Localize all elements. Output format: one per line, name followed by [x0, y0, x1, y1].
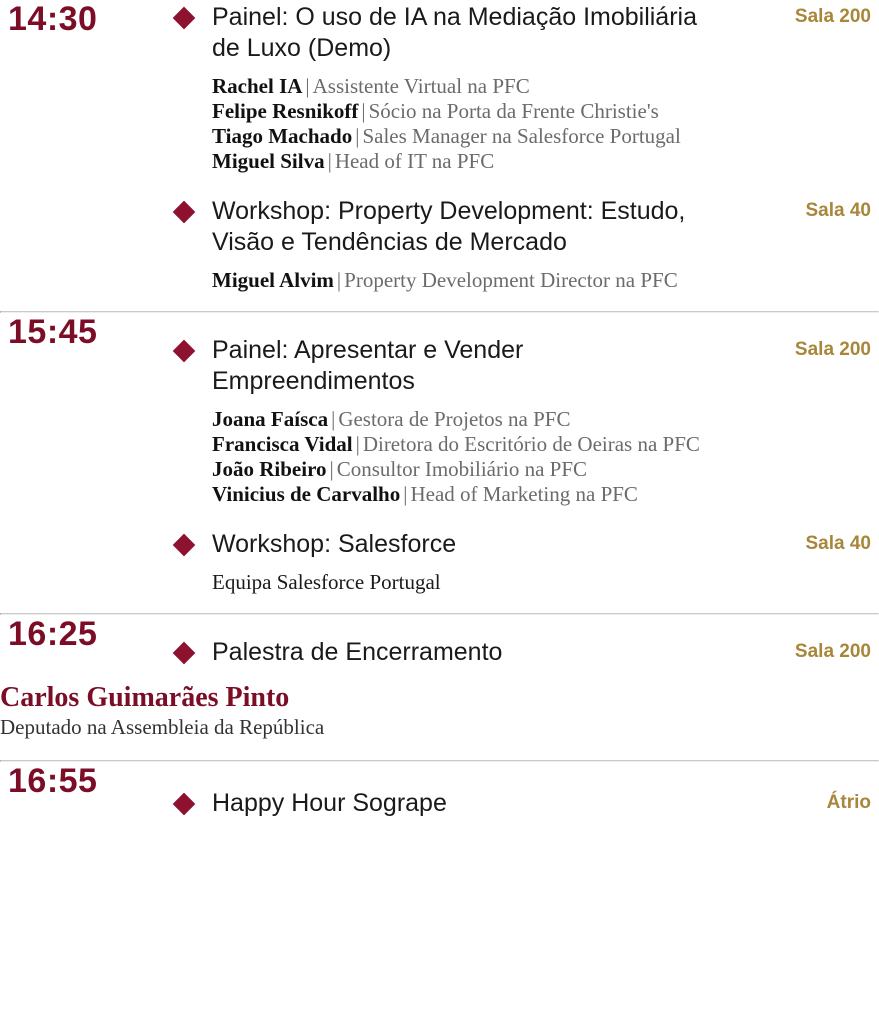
slot-sessions	[168, 637, 871, 668]
session-title: Painel: Apresentar e Vender Empreendimentos	[212, 336, 524, 395]
slot-sessions	[168, 788, 871, 819]
speaker-list	[212, 268, 871, 293]
session-title: Painel: O uso de IA na Mediação Imobiliária de Luxo (Demo)	[212, 3, 697, 62]
session-header	[212, 529, 871, 560]
diamond-bullet-icon	[173, 534, 196, 557]
session-room: Átrio	[826, 792, 871, 813]
speaker-name: Rachel IA	[212, 74, 303, 98]
speaker-separator: |	[331, 407, 336, 431]
session-item[interactable]	[168, 2, 871, 174]
session-title: Happy Hour Sogrape	[212, 789, 447, 817]
session-title: Workshop: Salesforce	[212, 530, 457, 558]
slot-sessions	[168, 335, 871, 595]
keynote-name: Carlos Guimarães Pinto	[0, 682, 290, 713]
slot-time: 16:25	[8, 615, 98, 653]
speaker-separator: |	[329, 457, 334, 481]
speaker-role: Gestora de Projetos na PFC	[338, 407, 571, 431]
speaker-separator: |	[305, 74, 310, 98]
speaker-name: Francisca Vidal	[212, 432, 353, 456]
session-room: Sala 40	[805, 200, 871, 221]
speaker-separator: |	[355, 124, 360, 148]
diamond-bullet-icon	[173, 340, 196, 363]
diamond-bullet-icon	[173, 793, 196, 816]
speaker-separator: |	[355, 432, 360, 456]
speaker-name: Vinicius de Carvalho	[212, 482, 401, 506]
speaker-role: Property Development Director na PFC	[344, 268, 678, 292]
speaker-item	[212, 99, 871, 124]
session-item[interactable]	[168, 335, 871, 507]
session-header	[212, 2, 871, 64]
session-item[interactable]	[168, 788, 871, 819]
session-header	[212, 637, 871, 668]
speaker-separator: |	[361, 99, 366, 123]
speaker-role: Sócio na Porta da Frente Christie's	[368, 99, 659, 123]
session-room: Sala 200	[794, 641, 871, 662]
speaker-item	[212, 124, 871, 149]
session-header	[212, 335, 871, 397]
speaker-separator: |	[327, 149, 332, 173]
speaker-role: Sales Manager na Salesforce Portugal	[362, 124, 681, 148]
schedule-slot	[0, 313, 879, 613]
keynote-role: Deputado na Assembleia da República	[0, 715, 325, 739]
speaker-role: Consultor Imobiliário na PFC	[336, 457, 588, 481]
speaker-name: João Ribeiro	[212, 457, 327, 481]
session-item[interactable]	[168, 637, 871, 668]
session-room: Sala 40	[805, 533, 871, 554]
session-title: Workshop: Property Development: Estudo, Visão e Tendências de Mercado	[212, 197, 686, 256]
diamond-bullet-icon	[173, 7, 196, 30]
speaker-role: Head of IT na PFC	[334, 149, 495, 173]
speaker-item	[212, 432, 871, 457]
speaker-list: Equipa Salesforce Portugal	[212, 570, 441, 594]
speaker-name: Miguel Silva	[212, 149, 325, 173]
schedule-slot	[0, 615, 879, 760]
schedule-slot	[0, 0, 879, 311]
session-room: Sala 200	[794, 6, 871, 27]
session-title: Palestra de Encerramento	[212, 638, 503, 666]
speaker-role: Head of Marketing na PFC	[410, 482, 638, 506]
session-item[interactable]	[168, 196, 871, 293]
slot-time: 14:30	[8, 0, 98, 38]
diamond-bullet-icon	[173, 642, 196, 665]
speaker-name: Joana Faísca	[212, 407, 329, 431]
speaker-separator: |	[403, 482, 408, 506]
session-item[interactable]	[168, 529, 871, 595]
session-room: Sala 200	[794, 339, 871, 360]
speaker-name: Miguel Alvim	[212, 268, 334, 292]
schedule-slot	[0, 762, 879, 829]
session-header	[212, 788, 871, 819]
diamond-bullet-icon	[173, 201, 196, 224]
speaker-list	[212, 407, 871, 507]
speaker-item	[212, 149, 871, 174]
slot-time: 16:55	[8, 762, 98, 800]
speaker-list	[212, 74, 871, 174]
speaker-item	[212, 457, 871, 482]
slot-sessions	[168, 2, 871, 293]
speaker-item	[212, 482, 871, 507]
speaker-item	[212, 407, 871, 432]
speaker-name: Felipe Resnikoff	[212, 99, 359, 123]
speaker-name: Tiago Machado	[212, 124, 353, 148]
session-header	[212, 196, 871, 258]
speaker-role: Assistente Virtual na PFC	[312, 74, 530, 98]
keynote-speaker	[0, 682, 871, 740]
speaker-item	[212, 268, 871, 293]
speaker-item	[212, 74, 871, 99]
slot-time: 15:45	[8, 313, 98, 351]
speaker-role: Diretora do Escritório de Oeiras na PFC	[362, 432, 700, 456]
speaker-separator: |	[336, 268, 342, 292]
